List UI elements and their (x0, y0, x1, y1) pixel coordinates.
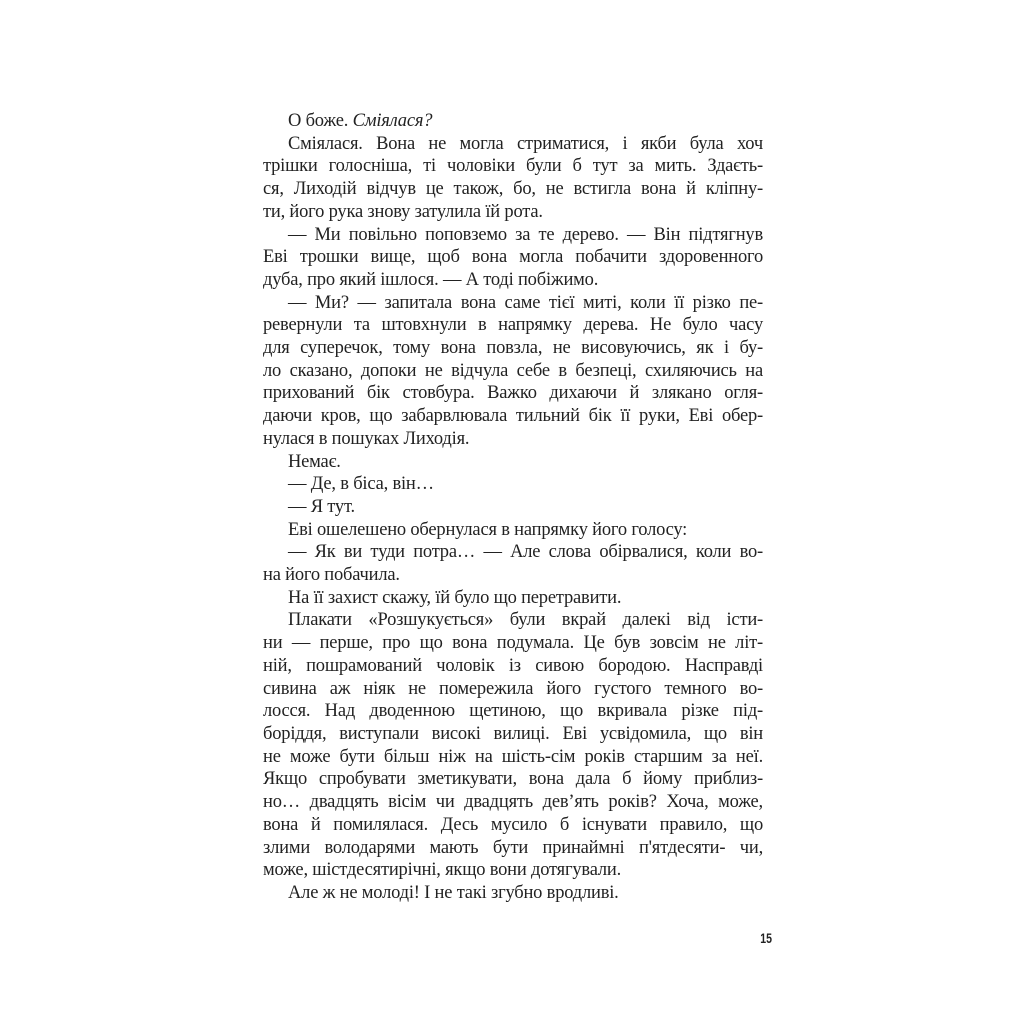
text-line: ся, Лиходій відчув це також, бо, не встигла вона й кліпну- (263, 179, 763, 200)
text-line: — Я тут. (288, 496, 355, 517)
text-line: Еві трошки вище, щоб вона могла побачити здоровенного (263, 247, 763, 268)
text-line: ни — перше, про що вона подумала. Це був зовсім не літ- (263, 633, 763, 654)
text-line: Еві ошелешено обернулася в напрямку його голосу: (288, 519, 688, 540)
text-line: трішки голосніша, ті чоловіки були б тут за мить. Здаєть- (263, 156, 763, 177)
text-line: прихований бік стовбура. Важко дихаючи й злякано огля- (263, 383, 763, 404)
text-line: нулася в пошуках Лиходія. (263, 428, 470, 449)
text-line (263, 110, 763, 133)
text-line: для суперечок, тому вона повзла, не висовуючись, як і бу- (263, 338, 763, 359)
text-line: Але ж не молоді! І не такі згубно вродливі. (288, 882, 619, 903)
text-line: ло сказано, допоки не відчула себе в безпеці, схиляючись на (263, 360, 763, 381)
page-number: 15 (760, 931, 772, 946)
text-line: — Де, в біса, він… (288, 474, 434, 495)
text-line: — Як ви туди потра… — Але слова обірвалися, коли во- (288, 542, 763, 563)
text-line: На її захист скажу, їй було що перетравити. (288, 587, 622, 608)
text-line: сивина аж ніяк не помережила його густого темного во- (263, 678, 763, 699)
italic-text: Сміялася? (352, 111, 433, 131)
text-line: но… двадцять вісім чи двадцять дев’ять років? Хоча, може, (263, 792, 763, 813)
page-text-block (263, 110, 763, 905)
text-line: боріддя, виступали високі вилиці. Еві усвідомила, що він (263, 723, 763, 744)
text-line: дуба, про який ішлося. — А тоді побіжимо. (263, 269, 599, 290)
regular-text: О боже. (288, 111, 353, 131)
text-line: вона й помилялася. Десь мусило б існувати правило, що (263, 814, 763, 835)
text-line: ній, пошрамований чоловік із сивою бородою. Насправді (263, 655, 763, 676)
text-line: може, шістдесятирічні, якщо вони дотягували. (263, 860, 622, 881)
text-line: лосся. Над дводенною щетиною, що вкривала різке під- (263, 701, 763, 722)
text-line: даючи кров, що забарвлювала тильний бік її руки, Еві обер- (263, 406, 763, 427)
text-line: Плакати «Розшукується» були вкрай далекі від істи- (288, 610, 763, 631)
text-line: ти, його рука знову затулила їй рота. (263, 201, 543, 222)
text-line: Немає. (288, 451, 341, 472)
text-line: на його побачила. (263, 565, 400, 586)
text-line: Сміялася. Вона не могла стриматися, і якби була хоч (288, 133, 763, 154)
text-line: не може бути більш ніж на шість-сім років старшим за неї. (263, 746, 763, 767)
text-line: — Ми? — запитала вона саме тієї миті, коли її різко пе- (288, 292, 763, 313)
text-line: ревернули та штовхнули в напрямку дерева. Не було часу (263, 315, 763, 336)
text-line: Якщо спробувати зметикувати, вона дала б йому приблиз- (263, 769, 763, 790)
text-line: злими володарями мають бути принаймні п'ятдесяти- чи, (263, 837, 763, 858)
text-line: — Ми повільно поповземо за те дерево. — Він підтягнув (288, 224, 763, 245)
